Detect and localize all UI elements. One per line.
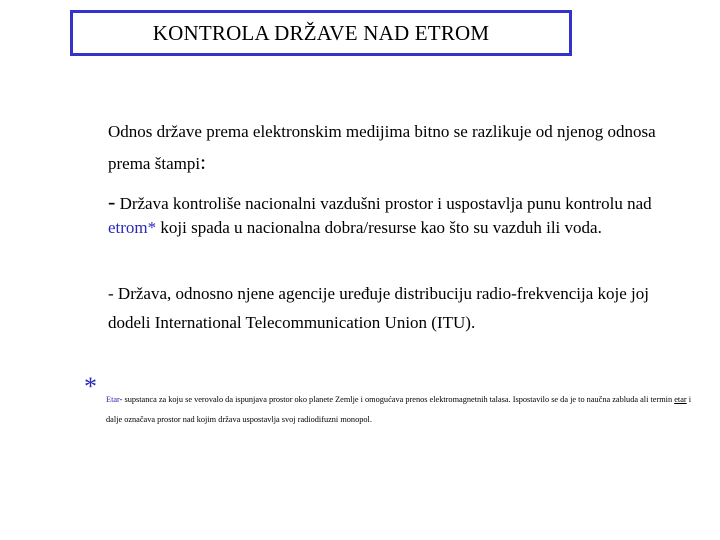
page-title: KONTROLA DRŽAVE NAD ETROM [152, 20, 490, 45]
intro-colon: : [200, 150, 206, 174]
footnote-text-1: - supstanca za koju se verovalo da ispunjava prostor oko planete Zemlje i omogućava prenos elektromagnetnih talasa. Ispostavilo se da je to naučna zabluda ali termin [119, 395, 675, 404]
bullet2-text: - Država, odnosno njene agencije uređuje distribuciju radio-frekvencija koje joj dodeli International Telecommunication Union (ITU). [108, 284, 649, 332]
intro-paragraph [108, 116, 688, 179]
footnote [106, 390, 706, 430]
bullet-airspace-control [108, 190, 688, 240]
ether-term-highlight: etrom* [108, 218, 157, 237]
bullet-itu-frequencies [108, 279, 688, 337]
footnote-underlined-term: etar [674, 395, 687, 404]
title-box [70, 10, 572, 56]
intro-text: Odnos države prema elektronskim medijima bitno se razlikuje od njenog odnosa prema štampi [108, 122, 656, 173]
bullet1-text-after: koji spada u nacionalna dobra/resurse kao što su vazduh ili voda. [156, 218, 602, 237]
bullet1-text-before: Država kontroliše nacionalni vazdušni prostor i uspostavlja punu kontrolu nad [115, 194, 652, 213]
footnote-text-2: i dalje označava prostor nad kojim država uspostavlja svoj radiodifuzni monopol. [106, 395, 692, 424]
footnote-asterisk: * [84, 372, 97, 401]
bullet-dash: - [108, 189, 116, 214]
footnote-term: Etar [106, 395, 120, 404]
